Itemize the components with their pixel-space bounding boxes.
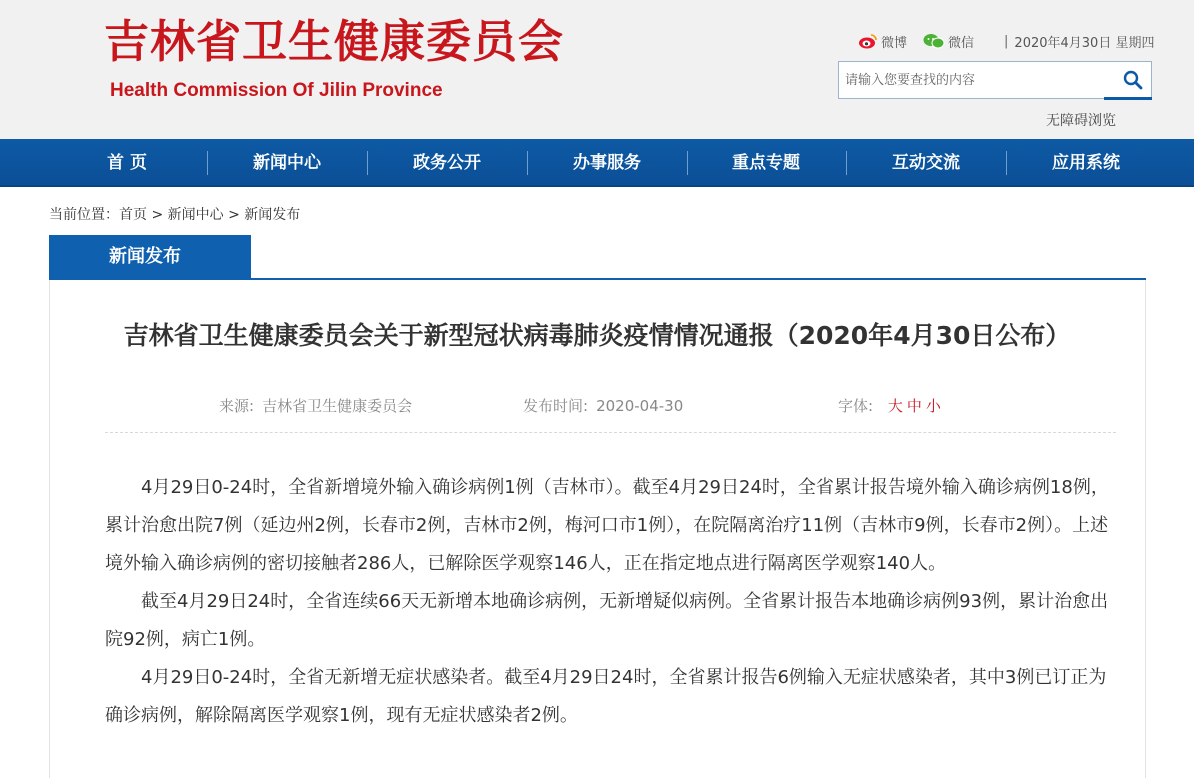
font-size-label: 字体: [838, 397, 874, 415]
site-logo-english[interactable]: Health Commission Of Jilin Province [110, 80, 443, 101]
breadcrumb-home[interactable]: 首页 [119, 207, 147, 223]
article-paragraph: 4月29日0-24时，全省新增境外输入确诊病例1例（吉林市）。截至4月29日24时，全省累计报告境外输入确诊病例18例，累计治愈出院7例（延边州2例，长春市2例，吉林市2例，梅河口市1例），在院隔离治疗11例（吉林市9例，长春市2例）。上述境外输入确诊病例的密切接触者286人，已解除医学观察146人，正在指定地点进行隔离医学观察140人。 [105, 477, 1109, 574]
weibo-icon [858, 33, 878, 49]
article-source [219, 396, 412, 416]
main-nav [0, 139, 1194, 187]
breadcrumb [49, 204, 300, 224]
nav-item-home[interactable]: 首 页 [107, 153, 147, 173]
article-body [105, 469, 1116, 735]
nav-divider [367, 151, 368, 175]
font-size-small[interactable]: 小 [925, 397, 941, 415]
weibo-label: 微博 [881, 35, 908, 51]
breadcrumb-news-center[interactable]: 新闻中心 [167, 207, 224, 223]
article-paragraph: 4月29日0-24时，全省无新增无症状感染者。截至4月29日24时，全省累计报告6例输入无症状感染者，其中3例已订正为确诊病例，解除隔离医学观察1例，现有无症状感染者2例。 [105, 667, 1107, 726]
nav-divider [846, 151, 847, 175]
font-size-selector [838, 396, 941, 416]
search-icon [1123, 70, 1143, 90]
nav-item-interaction[interactable]: 互动交流 [892, 153, 960, 173]
accessibility-link[interactable]: 无障碍浏览 [1046, 113, 1116, 129]
wechat-label: 微信 [948, 35, 975, 51]
nav-item-apps[interactable]: 应用系统 [1052, 153, 1120, 173]
current-date: 2020年4月30日 星期四 [1014, 35, 1155, 51]
search-input[interactable] [839, 63, 1115, 97]
weibo-link[interactable] [858, 32, 907, 51]
wechat-link[interactable] [923, 32, 974, 51]
nav-divider [207, 151, 208, 175]
nav-item-topics[interactable]: 重点专题 [732, 153, 800, 173]
divider: | [1004, 33, 1009, 49]
source-value: 吉林省卫生健康委员会 [262, 397, 413, 415]
publish-time-label: 发布时间: [523, 397, 589, 415]
wechat-icon [923, 33, 945, 49]
article-title: 吉林省卫生健康委员会关于新型冠状病毒肺炎疫情情况通报（2020年4月30日公布） [123, 321, 1071, 350]
site-logo-chinese[interactable]: 吉林省卫生健康委员会 [104, 15, 565, 68]
top-links [858, 30, 1154, 52]
nav-divider [1006, 151, 1007, 175]
meta-divider [105, 432, 1116, 433]
search-underline [1104, 97, 1152, 100]
source-label: 来源: [219, 397, 255, 415]
nav-item-services[interactable]: 办事服务 [573, 153, 641, 173]
nav-item-gov-affairs[interactable]: 政务公开 [413, 153, 481, 173]
breadcrumb-separator: > [223, 207, 245, 223]
search-button[interactable] [1115, 62, 1151, 98]
font-size-large[interactable]: 大 [887, 397, 903, 415]
breadcrumb-news-release[interactable]: 新闻发布 [244, 207, 301, 223]
article-paragraph: 截至4月29日24时，全省连续66天无新增本地确诊病例，无新增疑似病例。全省累计报告本地确诊病例93例，累计治愈出院92例，病亡1例。 [105, 591, 1109, 650]
breadcrumb-prefix: 当前位置： [49, 207, 119, 223]
search-box [838, 61, 1152, 99]
nav-divider [527, 151, 528, 175]
section-title-tab: 新闻发布 [49, 235, 251, 278]
breadcrumb-separator: > [147, 207, 168, 223]
nav-divider [687, 151, 688, 175]
nav-item-news[interactable]: 新闻中心 [253, 153, 321, 173]
article-publish-time [523, 396, 683, 416]
publish-time-value: 2020-04-30 [596, 397, 684, 415]
font-size-medium[interactable]: 中 [906, 397, 922, 415]
site-header [0, 0, 1194, 139]
